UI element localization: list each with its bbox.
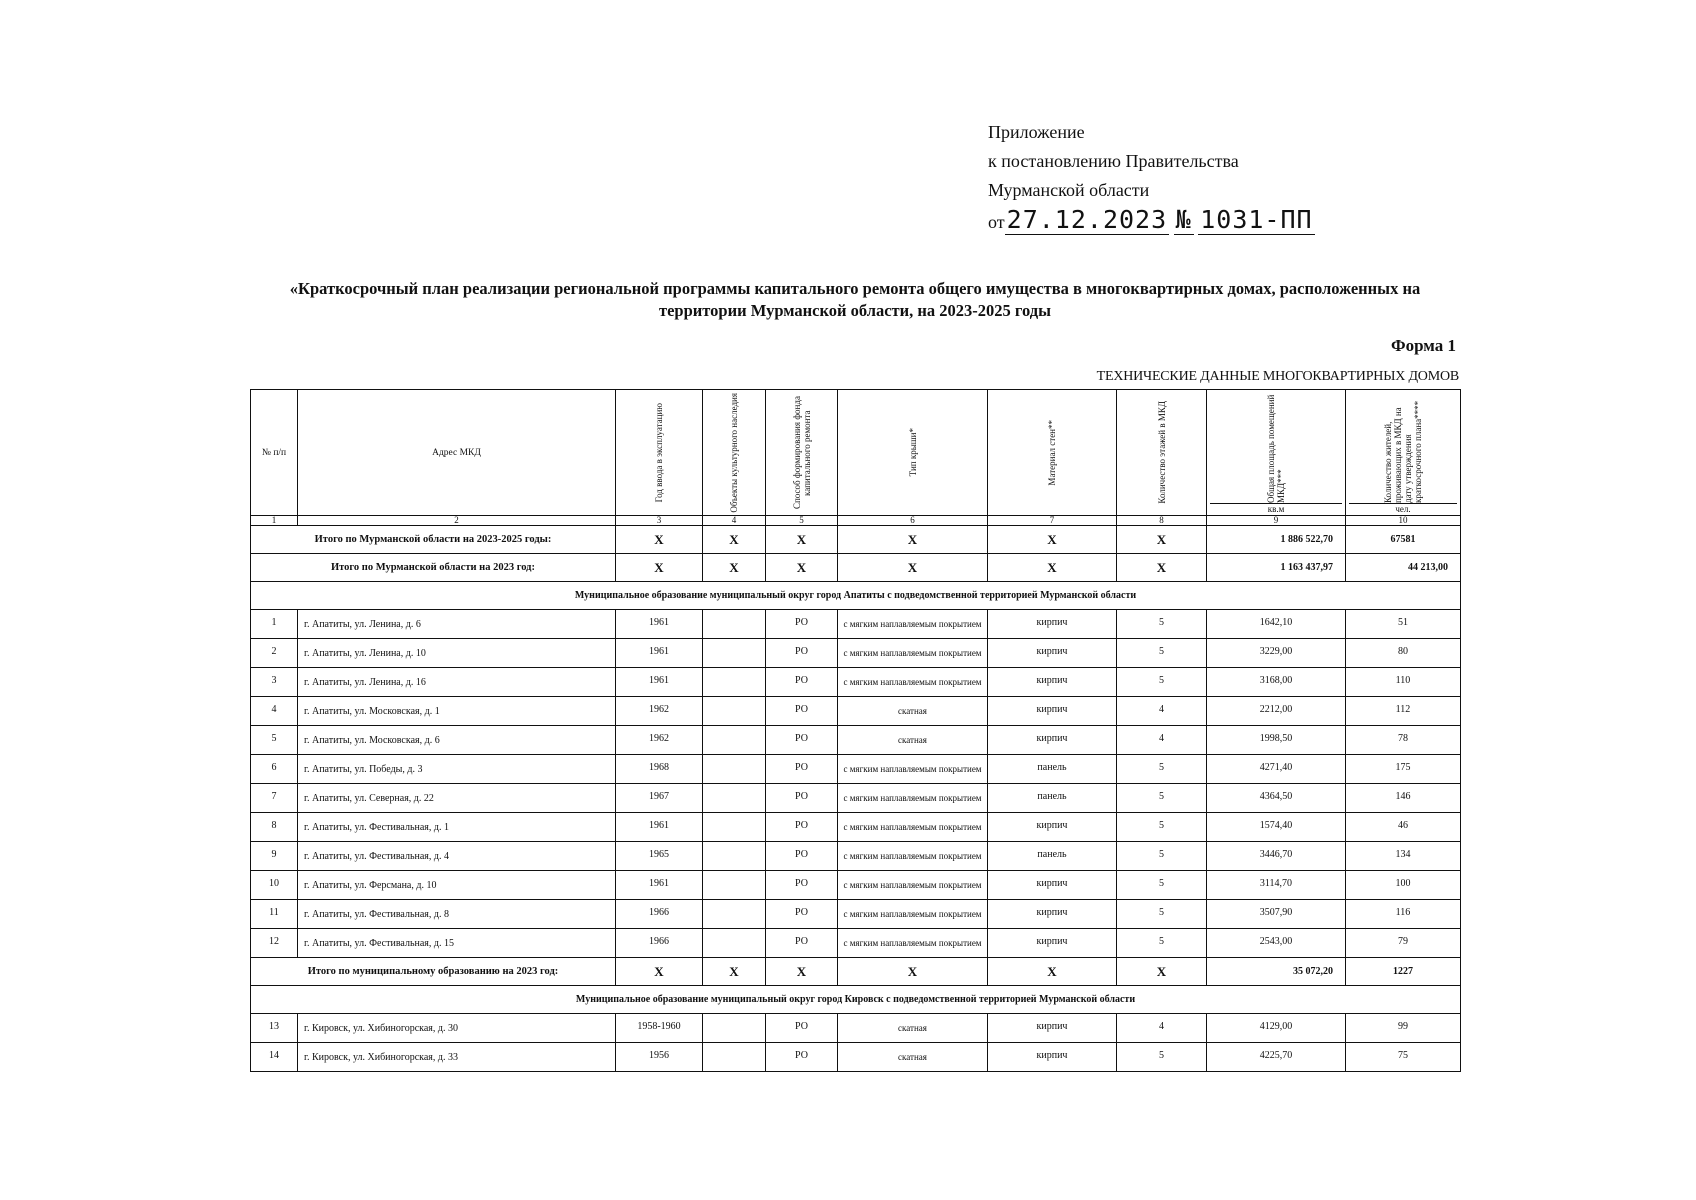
row-wall-material: кирпич [988,871,1117,900]
total-area: 35 072,20 [1207,958,1346,986]
col-number: 10 [1346,516,1461,526]
row-year: 1961 [616,610,703,639]
row-residents: 116 [1346,900,1461,929]
appendix-block [988,118,1315,237]
row-area: 4129,00 [1207,1014,1346,1043]
row-area: 1642,10 [1207,610,1346,639]
header-num: № п/п [251,390,298,516]
row-area: 3507,90 [1207,900,1346,929]
row-wall-material: кирпич [988,668,1117,697]
row-address: г. Апатиты, ул. Фестивальная, д. 15 [298,929,616,958]
row-area: 4225,70 [1207,1043,1346,1072]
row-wall-material: кирпич [988,639,1117,668]
row-area: 4364,50 [1207,784,1346,813]
row-address: г. Апатиты, ул. Победы, д. 3 [298,755,616,784]
technical-data-table [250,389,1461,1072]
row-address: г. Апатиты, ул. Московская, д. 6 [298,726,616,755]
row-year: 1965 [616,842,703,871]
total-area: 1 886 522,70 [1207,526,1346,554]
row-fund-method: РО [766,813,838,842]
total-residents: 44 213,00 [1346,554,1461,582]
table-row [251,726,1461,755]
table-row [251,813,1461,842]
row-address: г. Апатиты, ул. Фестивальная, д. 1 [298,813,616,842]
x-mark: X [1117,554,1207,582]
total-label: Итого по Мурманской области на 2023-2025 годы: [251,526,616,554]
row-year: 1962 [616,726,703,755]
row-wall-material: кирпич [988,726,1117,755]
row-roof-type: с мягким наплавляемым покрытием [838,871,988,900]
section-header-row [251,582,1461,610]
row-floors: 5 [1117,610,1207,639]
column-numbers-row [251,516,1461,526]
row-fund-method: РО [766,1014,838,1043]
row-address: г. Кировск, ул. Хибиногорская, д. 30 [298,1014,616,1043]
x-mark: X [616,526,703,554]
resolution-number: 1031-ПП [1200,205,1313,234]
header-walls: Материал стен** [988,390,1117,516]
row-area: 3446,70 [1207,842,1346,871]
row-floors: 4 [1117,1014,1207,1043]
row-fund-method: РО [766,668,838,697]
x-mark: X [616,554,703,582]
header-residents: Количество жителей, проживающих в МКД на дату утверждения краткосрочного плана**** чел. [1346,390,1461,516]
row-roof-type: с мягким наплавляемым покрытием [838,929,988,958]
row-residents: 112 [1346,697,1461,726]
row-number: 13 [251,1014,298,1043]
document-title: «Краткосрочный план реализации региональной программы капитального ремонта общего имущества в многоквартирных домах, расположенных на территории Мурманской области, на 2023-2025 годы [289,279,1421,320]
row-cultural [703,697,766,726]
row-year: 1958-1960 [616,1014,703,1043]
row-address: г. Апатиты, ул. Ленина, д. 6 [298,610,616,639]
x-mark: X [703,554,766,582]
row-area: 2543,00 [1207,929,1346,958]
row-floors: 5 [1117,871,1207,900]
row-roof-type: с мягким наплавляемым покрытием [838,842,988,871]
row-roof-type: скатная [838,1014,988,1043]
row-cultural [703,842,766,871]
appendix-line-1: Приложение [988,122,1085,142]
row-floors: 5 [1117,813,1207,842]
row-roof-type: с мягким наплавляемым покрытием [838,610,988,639]
row-cultural [703,610,766,639]
table-row [251,784,1461,813]
x-mark: X [616,958,703,986]
row-number: 2 [251,639,298,668]
table-row [251,1014,1461,1043]
table-row [251,871,1461,900]
row-wall-material: кирпич [988,900,1117,929]
row-residents: 99 [1346,1014,1461,1043]
row-roof-type: скатная [838,697,988,726]
row-fund-method: РО [766,610,838,639]
row-wall-material: кирпич [988,610,1117,639]
row-fund-method: РО [766,697,838,726]
section-title: Муниципальное образование муниципальный округ город Апатиты с подведомственной территорией Мурманской области [251,582,1461,610]
row-cultural [703,900,766,929]
row-number: 3 [251,668,298,697]
x-mark: X [988,554,1117,582]
table-row [251,755,1461,784]
row-floors: 5 [1117,668,1207,697]
row-cultural [703,639,766,668]
row-number: 14 [251,1043,298,1072]
row-wall-material: панель [988,784,1117,813]
row-fund-method: РО [766,639,838,668]
row-address: г. Апатиты, ул. Северная, д. 22 [298,784,616,813]
row-wall-material: панель [988,842,1117,871]
row-address: г. Кировск, ул. Хибиногорская, д. 33 [298,1043,616,1072]
appendix-line-2: к постановлению Правительства [988,151,1239,171]
row-roof-type: с мягким наплавляемым покрытием [838,813,988,842]
col-number: 2 [298,516,616,526]
row-number: 5 [251,726,298,755]
row-year: 1961 [616,639,703,668]
row-area: 1574,40 [1207,813,1346,842]
row-cultural [703,1014,766,1043]
row-area: 3229,00 [1207,639,1346,668]
row-floors: 5 [1117,755,1207,784]
row-year: 1961 [616,813,703,842]
total-area: 1 163 437,97 [1207,554,1346,582]
row-residents: 110 [1346,668,1461,697]
row-roof-type: скатная [838,726,988,755]
table-row [251,842,1461,871]
col-number: 3 [616,516,703,526]
row-roof-type: с мягким наплавляемым покрытием [838,668,988,697]
row-number: 8 [251,813,298,842]
col-number: 5 [766,516,838,526]
row-residents: 146 [1346,784,1461,813]
row-fund-method: РО [766,871,838,900]
row-year: 1961 [616,668,703,697]
x-mark: X [838,554,988,582]
header-address: Адрес МКД [298,390,616,516]
row-roof-type: с мягким наплавляемым покрытием [838,900,988,929]
row-residents: 175 [1346,755,1461,784]
col-number: 4 [703,516,766,526]
row-address: г. Апатиты, ул. Фестивальная, д. 4 [298,842,616,871]
table-row [251,668,1461,697]
row-number: 10 [251,871,298,900]
appendix-line-3: Мурманской области [988,180,1150,200]
row-cultural [703,813,766,842]
row-floors: 4 [1117,726,1207,755]
row-residents: 80 [1346,639,1461,668]
table-row [251,697,1461,726]
row-year: 1961 [616,871,703,900]
row-area: 1998,50 [1207,726,1346,755]
x-mark: X [1117,526,1207,554]
number-sign: № [1175,205,1192,234]
row-residents: 134 [1346,842,1461,871]
row-area: 3114,70 [1207,871,1346,900]
row-fund-method: РО [766,755,838,784]
row-number: 1 [251,610,298,639]
total-residents: 67581 [1346,526,1461,554]
x-mark: X [703,526,766,554]
row-fund-method: РО [766,900,838,929]
header-area: Общая площадь помещений МКД*** кв.м [1207,390,1346,516]
row-area: 3168,00 [1207,668,1346,697]
header-residents-unit: чел. [1349,503,1457,515]
row-cultural [703,871,766,900]
row-floors: 5 [1117,900,1207,929]
row-cultural [703,929,766,958]
header-year: Год ввода в эксплуатацию [616,390,703,516]
row-floors: 5 [1117,1043,1207,1072]
row-number: 6 [251,755,298,784]
row-residents: 79 [1346,929,1461,958]
row-cultural [703,784,766,813]
row-floors: 5 [1117,842,1207,871]
total-row-2023-2025 [251,526,1461,554]
appendix-date-line [988,205,1315,237]
row-address: г. Апатиты, ул. Ленина, д. 10 [298,639,616,668]
x-mark: X [766,526,838,554]
table-caption: ТЕХНИЧЕСКИЕ ДАННЫЕ МНОГОКВАРТИРНЫХ ДОМОВ [1096,369,1459,384]
row-year: 1966 [616,929,703,958]
row-wall-material: кирпич [988,929,1117,958]
row-roof-type: с мягким наплавляемым покрытием [838,755,988,784]
row-cultural [703,755,766,784]
header-fund: Способ формирования фонда капитального ремонта [766,390,838,516]
row-cultural [703,668,766,697]
table-row [251,639,1461,668]
table-row [251,900,1461,929]
row-address: г. Апатиты, ул. Фестивальная, д. 8 [298,900,616,929]
row-address: г. Апатиты, ул. Московская, д. 1 [298,697,616,726]
row-residents: 46 [1346,813,1461,842]
row-residents: 75 [1346,1043,1461,1072]
row-cultural [703,726,766,755]
row-wall-material: панель [988,755,1117,784]
row-residents: 51 [1346,610,1461,639]
section-title: Муниципальное образование муниципальный округ город Кировск с подведомственной территорией Мурманской области [251,986,1461,1014]
row-residents: 78 [1346,726,1461,755]
row-address: г. Апатиты, ул. Ферсмана, д. 10 [298,871,616,900]
table-row [251,610,1461,639]
row-floors: 5 [1117,639,1207,668]
x-mark: X [838,958,988,986]
x-mark: X [988,526,1117,554]
row-fund-method: РО [766,842,838,871]
date-prefix: от [988,212,1005,232]
row-number: 11 [251,900,298,929]
col-number: 6 [838,516,988,526]
header-area-unit: кв.м [1210,503,1342,515]
x-mark: X [766,554,838,582]
col-number: 8 [1117,516,1207,526]
row-area: 4271,40 [1207,755,1346,784]
x-mark: X [988,958,1117,986]
x-mark: X [838,526,988,554]
row-residents: 100 [1346,871,1461,900]
form-label: Форма 1 [1390,336,1456,355]
row-number: 12 [251,929,298,958]
resolution-date: 27.12.2023 [1006,205,1168,234]
header-cultural: Объекты культурного наследия [703,390,766,516]
row-fund-method: РО [766,929,838,958]
row-number: 9 [251,842,298,871]
row-floors: 4 [1117,697,1207,726]
row-floors: 5 [1117,929,1207,958]
row-floors: 5 [1117,784,1207,813]
x-mark: X [703,958,766,986]
row-year: 1966 [616,900,703,929]
row-wall-material: кирпич [988,813,1117,842]
municipal-total-row [251,958,1461,986]
row-wall-material: кирпич [988,1043,1117,1072]
row-roof-type: скатная [838,1043,988,1072]
table-row [251,1043,1461,1072]
x-mark: X [1117,958,1207,986]
row-year: 1968 [616,755,703,784]
row-cultural [703,1043,766,1072]
row-wall-material: кирпич [988,697,1117,726]
total-label: Итого по Мурманской области на 2023 год: [251,554,616,582]
table-row [251,929,1461,958]
total-label: Итого по муниципальному образованию на 2023 год: [251,958,616,986]
header-row [251,390,1461,516]
row-wall-material: кирпич [988,1014,1117,1043]
section-header-row [251,986,1461,1014]
header-roof: Тип крыши* [838,390,988,516]
row-area: 2212,00 [1207,697,1346,726]
row-year: 1956 [616,1043,703,1072]
row-number: 4 [251,697,298,726]
col-number: 7 [988,516,1117,526]
total-residents: 1227 [1346,958,1461,986]
row-roof-type: с мягким наплавляемым покрытием [838,639,988,668]
row-roof-type: с мягким наплавляемым покрытием [838,784,988,813]
col-number: 1 [251,516,298,526]
total-row-2023 [251,554,1461,582]
row-year: 1967 [616,784,703,813]
row-year: 1962 [616,697,703,726]
row-fund-method: РО [766,726,838,755]
col-number: 9 [1207,516,1346,526]
x-mark: X [766,958,838,986]
row-fund-method: РО [766,1043,838,1072]
row-number: 7 [251,784,298,813]
header-floors: Количество этажей в МКД [1117,390,1207,516]
row-address: г. Апатиты, ул. Ленина, д. 16 [298,668,616,697]
row-fund-method: РО [766,784,838,813]
